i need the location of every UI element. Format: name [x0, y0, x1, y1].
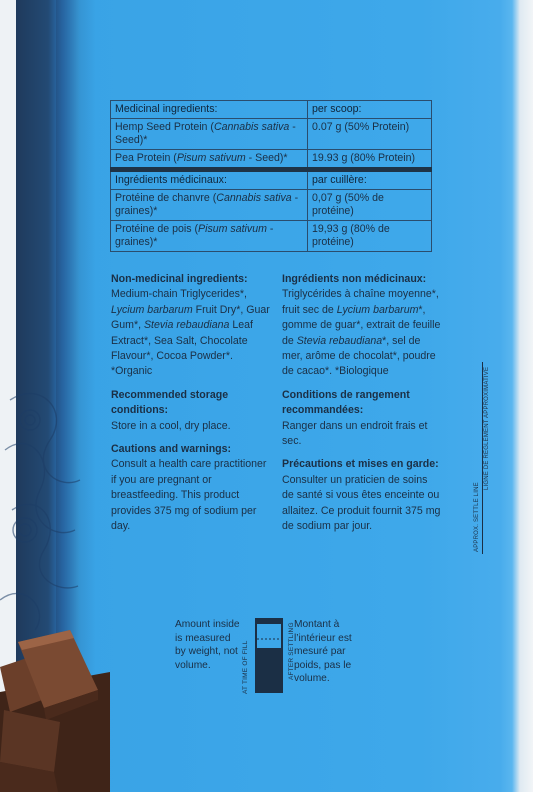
table-header-cell: per scoop:: [308, 101, 432, 119]
time-of-fill-label: AT TIME OF FILL: [242, 640, 249, 694]
table-cell: [111, 190, 308, 221]
table-header-cell: Ingrédients médicinaux:: [111, 170, 308, 190]
storage-heading: Recommended storage conditions:: [111, 388, 229, 417]
table-cell: [111, 221, 308, 252]
ingredient-name: Hemp Seed Protein (: [115, 121, 214, 133]
table-row: [111, 221, 432, 252]
nonmedicinal-text: [111, 287, 271, 379]
storage-text: Ranger dans un endroit frais et sec.: [282, 419, 428, 448]
latin-name: Lycium barbarum: [111, 303, 193, 316]
settle-line-label-en: APPROX. SETTLE LINE: [474, 482, 480, 552]
table-cell: 19.93 g (80% Protein): [308, 150, 432, 170]
latin-name: Pisum sativum: [176, 152, 246, 164]
latin-name: Stevia rebaudiana: [143, 319, 230, 332]
cautions-block-en: [111, 442, 271, 534]
ingredient-part: - graines)*: [115, 192, 299, 217]
latin-name: Cannabis sativa: [213, 121, 290, 133]
nonmedicinal-heading: Ingrédients non médicinaux:: [282, 273, 427, 285]
table-row: [111, 150, 432, 170]
text-run: *, gomme de guar*, extrait de feuille de: [282, 303, 441, 347]
table-cell: [111, 119, 308, 150]
cautions-block-fr: [282, 457, 442, 534]
latin-name: Cannabis sativa: [216, 192, 292, 204]
latin-name: Lycium barbarum: [336, 303, 419, 316]
settle-line-divider: [482, 362, 483, 554]
table-cell: 19,93 g (80% de protéine): [308, 221, 432, 252]
table-header-fr: [111, 170, 432, 190]
storage-block-fr: [282, 388, 442, 450]
cautions-heading: Cautions and warnings:: [111, 443, 232, 456]
nonmedicinal-block-fr: [282, 272, 442, 380]
text-run: *, sel de mer, arôme de chocolat*, poudre de cacao*. *Biologique: [282, 334, 436, 378]
french-column: [282, 272, 442, 543]
table-cell: 0.07 g (50% Protein): [308, 119, 432, 150]
text-run: Leaf Extract*, Sea Salt, Chocolate Flavour*, Cocoa Powder*. *Organic: [111, 319, 253, 378]
table-cell: 0,07 g (50% de protéine): [308, 190, 432, 221]
text-run: Fruit Dry*, Guar Gum*,: [111, 303, 270, 332]
ingredient-part: - graines)*: [115, 223, 274, 248]
fill-notice-fr: Montant à l’intérieur est mesuré par poids, pas le volume.: [294, 619, 352, 685]
after-settling-label: AFTER SETTLING: [288, 622, 295, 680]
latin-name: Pisum sativum: [198, 223, 267, 235]
table-cell: [111, 150, 308, 170]
nonmedicinal-block-en: [111, 272, 271, 380]
chocolate-pieces-image: [0, 612, 110, 792]
nonmedicinal-heading: Non-medicinal ingredients:: [111, 273, 248, 285]
ingredient-name: Protéine de pois (: [115, 223, 199, 235]
medicinal-ingredients-table: [110, 100, 432, 252]
table-header-cell: Medicinal ingredients:: [111, 101, 308, 119]
ingredient-name: Pea Protein (: [115, 152, 177, 164]
english-column: [111, 272, 271, 543]
fill-notice-en: Amount inside is measured by weight, not volume.: [175, 619, 240, 671]
storage-block-en: [111, 388, 271, 434]
cautions-heading: Précautions et mises en garde:: [282, 458, 439, 471]
nonmedicinal-text: [282, 287, 442, 379]
fill-level-jar-icon: [254, 617, 284, 693]
swirl-pattern-decoration: [0, 380, 90, 640]
latin-name: Stevia rebaudiana: [296, 334, 383, 347]
storage-heading: Conditions de rangement recommandées:: [282, 388, 410, 417]
table-row: [111, 190, 432, 221]
ingredient-part: - Seed)*: [245, 152, 288, 164]
settle-line-label-fr: LIGNE DE RÈGLEMENT APPROXIMATIVE: [484, 366, 490, 490]
text-run: Medium-chain Triglycerides*,: [111, 288, 248, 301]
text-run: Triglycérides à chaîne moyenne*, fruit sec de: [282, 288, 439, 316]
cautions-text: Consult a health care practitioner if you are pregnant or breastfeeding. This product provides 375 mg of sodium per day.: [111, 458, 267, 533]
ingredient-name: Protéine de chanvre (: [115, 192, 217, 204]
table-row: [111, 119, 432, 150]
cautions-text: Consulter un praticien de soins de santé si vous êtes enceinte ou allaitez. Ce produit fournit 375 mg de sodium par jour.: [282, 473, 441, 533]
storage-text: Store in a cool, dry place.: [111, 419, 231, 432]
table-header-en: [111, 101, 432, 119]
table-header-cell: par cuillère:: [308, 170, 432, 190]
ingredient-part: - Seed)*: [115, 121, 296, 146]
